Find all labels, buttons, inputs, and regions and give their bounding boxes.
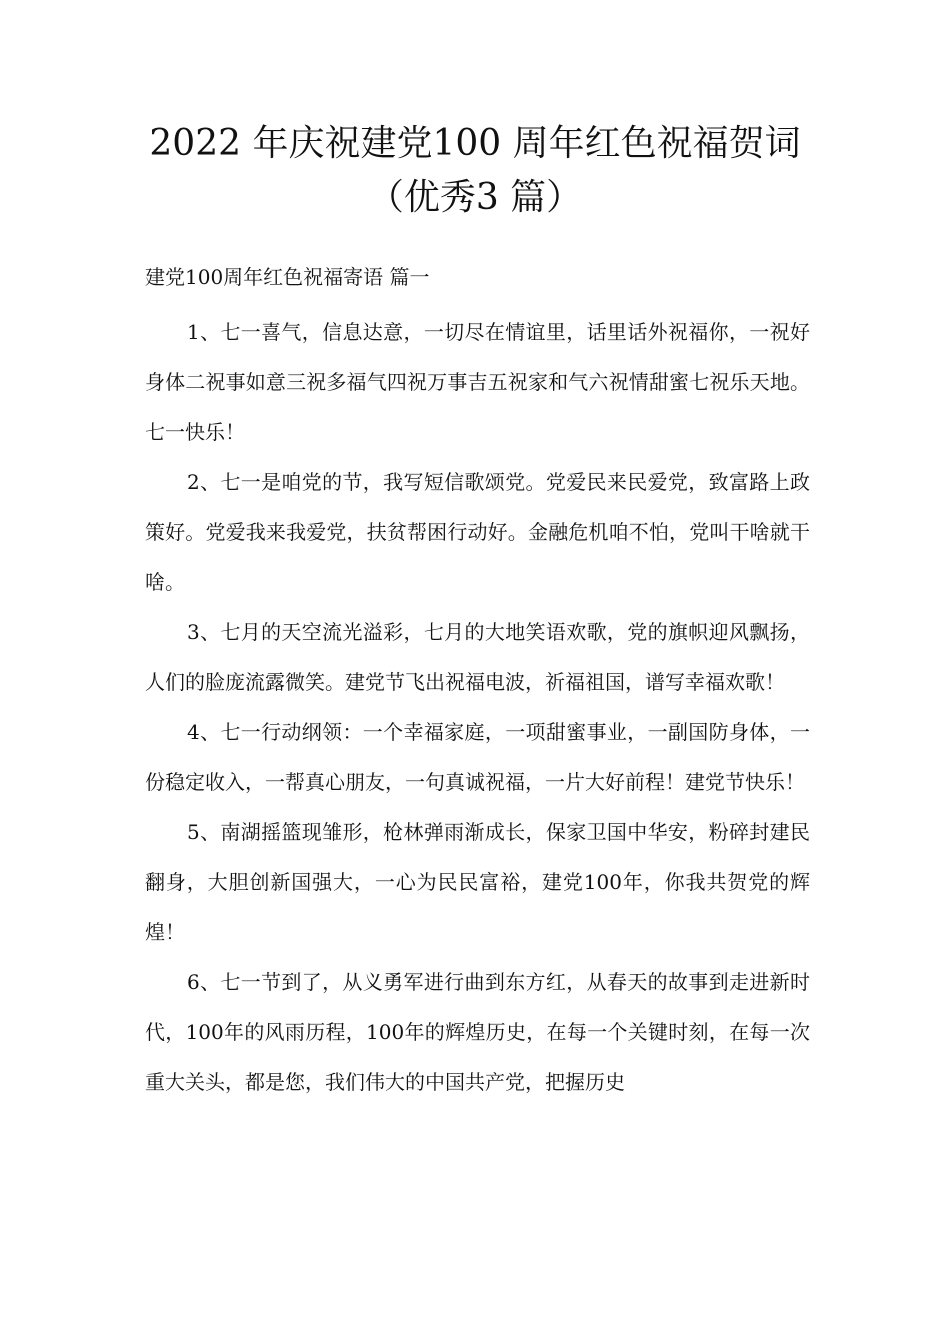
paragraph-5: 5、南湖摇篮现雏形，枪林弹雨渐成长，保家卫国中华安，粉碎封建民翻身，大胆创新国强大，一心为民民富裕，建党100年，你我共贺党的辉煌！ [145,820,810,944]
document-title-line-2: （优秀3 篇） [367,177,583,218]
paragraph-1: 1、七一喜气，信息达意，一切尽在情谊里，话里话外祝福你，一祝好身体二祝事如意三祝多福气四祝万事吉五祝家和气六祝情甜蜜七祝乐天地。七一快乐！ [145,320,810,444]
section-heading: 建党100周年红色祝福寄语 篇一 [145,265,430,289]
paragraph-4: 4、七一行动纲领：一个幸福家庭，一项甜蜜事业，一副国防身体，一份稳定收入，一帮真心朋友，一句真诚祝福，一片大好前程！建党节快乐！ [145,720,810,794]
paragraph-2: 2、七一是咱党的节，我写短信歌颂党。党爱民来民爱党，致富路上政策好。党爱我来我爱党，扶贫帮困行动好。金融危机咱不怕，党叫干啥就干啥。 [145,470,810,594]
paragraph-3: 3、七月的天空流光溢彩，七月的大地笑语欢歌，党的旗帜迎风飘扬，人们的脸庞流露微笑。建党节飞出祝福电波，祈福祖国，谱写幸福欢歌！ [145,620,810,694]
paragraph-6: 6、七一节到了，从义勇军进行曲到东方红，从春天的故事到走进新时代，100年的风雨历程，100年的辉煌历史，在每一个关键时刻，在每一次重大关头，都是您，我们伟大的中国共产党，把握历史 [145,970,810,1094]
document-title-line-1: 2022 年庆祝建党100 周年红色祝福贺词 [149,123,801,164]
document-body [145,307,810,1107]
